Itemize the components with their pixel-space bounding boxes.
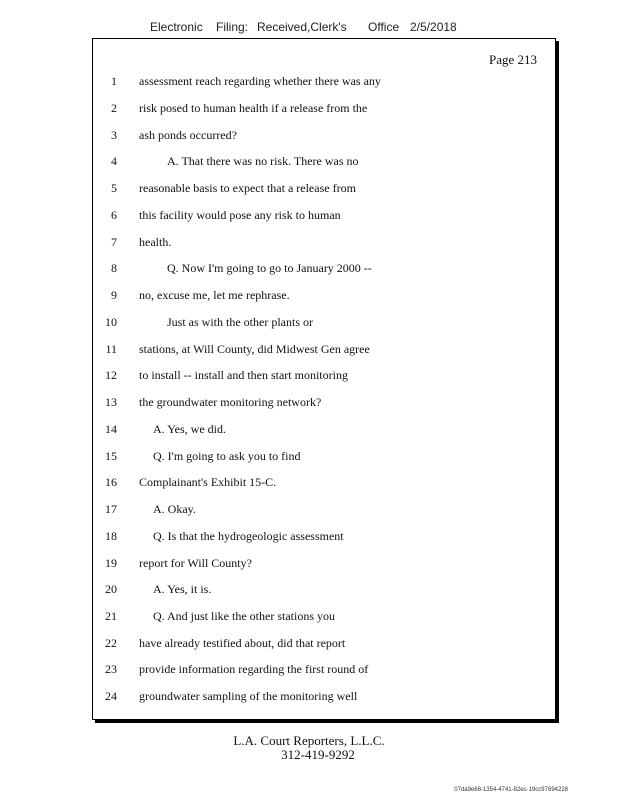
line-number: 5 — [111, 181, 117, 195]
line-text: this facility would pose any risk to human — [139, 208, 341, 222]
transcript-line — [93, 579, 555, 599]
line-text: A. Yes, it is. — [153, 582, 212, 596]
line-number: 9 — [111, 288, 117, 302]
transcript-line — [93, 151, 555, 171]
transcript-line — [93, 178, 555, 198]
line-text: Q. Is that the hydrogeologic assessment — [153, 529, 344, 543]
line-number: 22 — [105, 636, 117, 650]
line-text: assessment reach regarding whether there was any — [139, 74, 381, 88]
line-text: provide information regarding the first round of — [139, 662, 369, 676]
line-text: the groundwater monitoring network? — [139, 395, 322, 409]
line-number: 8 — [111, 261, 117, 275]
transcript-line — [93, 205, 555, 225]
filing-stamp-header — [150, 20, 470, 38]
transcript-line — [93, 71, 555, 91]
transcript-line — [93, 285, 555, 305]
page-number: Page 213 — [488, 52, 537, 67]
footer-phone: 312-419-9292 — [281, 747, 355, 762]
line-number: 3 — [111, 128, 117, 142]
line-number: 7 — [111, 235, 117, 249]
line-text: Q. Now I'm going to go to January 2000 -- — [167, 261, 372, 275]
line-number: 20 — [105, 582, 117, 596]
filing-stamp-electronic: Electronic — [150, 20, 203, 34]
line-text: Q. And just like the other stations you — [153, 609, 335, 623]
transcript-line — [93, 125, 555, 145]
filing-stamp-office: Office — [368, 20, 400, 34]
line-number: 18 — [105, 529, 117, 543]
transcript-line — [93, 606, 555, 626]
line-text: Just as with the other plants or — [167, 315, 313, 329]
line-number: 10 — [105, 315, 117, 329]
transcript-line — [93, 419, 555, 439]
line-number: 19 — [105, 556, 117, 570]
transcript-line — [93, 659, 555, 679]
line-text: Q. I'm going to ask you to find — [153, 449, 301, 463]
document-hash: 07da9e68-1354-4741-82ec-19cc97894228 — [454, 787, 568, 793]
line-text: groundwater sampling of the monitoring well — [139, 689, 358, 703]
line-number: 11 — [105, 342, 117, 356]
transcript-line — [93, 553, 555, 573]
transcript-line — [93, 392, 555, 412]
line-text: stations, at Will County, did Midwest Gen agree — [139, 342, 370, 356]
transcript-line — [93, 633, 555, 653]
line-text: A. Yes, we did. — [153, 422, 227, 436]
transcript-line — [93, 258, 555, 278]
line-number: 13 — [105, 395, 117, 409]
line-text: ash ponds occurred? — [139, 128, 237, 142]
line-text: A. Okay. — [153, 502, 196, 516]
transcript-line — [93, 499, 555, 519]
transcript-line — [93, 446, 555, 466]
line-number: 21 — [105, 609, 117, 623]
transcript-line — [93, 526, 555, 546]
line-text: have already testified about, did that report — [139, 636, 346, 650]
line-number: 6 — [111, 208, 117, 222]
line-number: 17 — [105, 502, 117, 516]
transcript-line — [93, 365, 555, 385]
transcript-line — [93, 312, 555, 332]
footer-reporter-name: L.A. Court Reporters, L.L.C. — [233, 733, 385, 748]
line-number: 1 — [111, 74, 117, 88]
transcript-line — [93, 339, 555, 359]
transcript-line — [93, 472, 555, 492]
line-number: 23 — [105, 662, 117, 676]
line-text: report for Will County? — [139, 556, 252, 570]
line-text: Complainant's Exhibit 15-C. — [139, 475, 277, 489]
transcript-line — [93, 686, 555, 706]
line-number: 2 — [111, 101, 117, 115]
filing-stamp-received: Received,Clerk's — [257, 20, 347, 34]
line-number: 4 — [111, 154, 117, 168]
line-text: A. That there was no risk. There was no — [167, 154, 359, 168]
line-text: health. — [139, 235, 172, 249]
line-number: 12 — [105, 368, 117, 382]
line-number: 14 — [105, 422, 117, 436]
line-text: to install -- install and then start monitoring — [139, 368, 348, 382]
line-number: 15 — [105, 449, 117, 463]
filing-stamp-filing: Filing: — [216, 20, 249, 34]
line-text: reasonable basis to expect that a release from — [139, 181, 356, 195]
transcript-line — [93, 98, 555, 118]
line-number: 16 — [105, 475, 117, 489]
line-text: risk posed to human health if a release from the — [139, 101, 368, 115]
line-number: 24 — [105, 689, 117, 703]
filing-stamp-date: 2/5/2018 — [410, 20, 457, 34]
transcript-line — [93, 232, 555, 252]
line-text: no, excuse me, let me rephrase. — [139, 288, 290, 302]
transcript-page — [92, 38, 556, 720]
